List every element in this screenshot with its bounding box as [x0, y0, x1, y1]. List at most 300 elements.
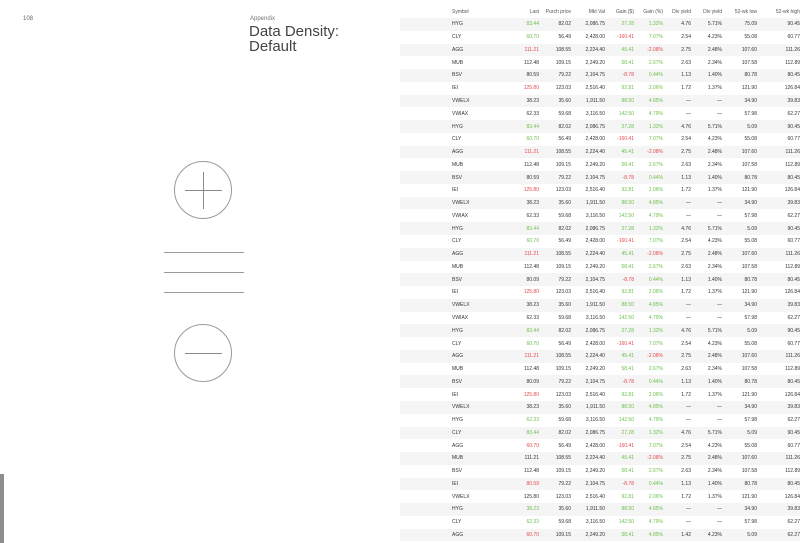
column-header[interactable]: Gain ($): [615, 8, 634, 15]
high-52wk-cell: 90.45: [787, 327, 800, 334]
symbol-cell: BSV: [452, 468, 463, 475]
minus-circle-icon[interactable]: [174, 324, 232, 382]
minus-stroke: [185, 353, 222, 354]
div-yield-cell: 2.34%: [707, 468, 722, 475]
last-cell: 62.33: [526, 519, 539, 526]
gain-dollar-cell: -160.41: [617, 442, 634, 449]
column-header[interactable]: Purch price: [545, 8, 571, 15]
table-row[interactable]: [400, 312, 800, 325]
div-cell: 2.63: [681, 59, 691, 66]
div-cell: 1.13: [681, 378, 691, 385]
div-cell: 2.54: [681, 340, 691, 347]
purchase-price-cell: 56.49: [558, 238, 571, 245]
div-cell: 4.76: [681, 21, 691, 28]
low-52wk-cell: 57.98: [744, 212, 757, 219]
column-header[interactable]: Last: [529, 8, 539, 15]
table-row[interactable]: [400, 414, 800, 427]
gain-percent-cell: 0.44%: [648, 480, 663, 487]
market-value-cell: 3,116.50: [585, 519, 605, 526]
low-52wk-cell: 80.78: [744, 378, 757, 385]
symbol-cell: MUB: [452, 263, 464, 270]
high-52wk-cell: 126.84: [784, 391, 800, 398]
symbol-cell: CLY: [452, 429, 462, 436]
gain-dollar-cell: 92.81: [621, 493, 634, 500]
table-row[interactable]: [400, 171, 800, 184]
table-row[interactable]: [400, 209, 800, 222]
high-52wk-cell: 39.83: [787, 200, 800, 207]
div-yield-cell: 2.48%: [707, 46, 722, 53]
div-cell: 1.13: [681, 72, 691, 79]
low-52wk-cell: 34.90: [744, 302, 757, 309]
symbol-cell: MUB: [452, 59, 464, 66]
table-row[interactable]: [400, 427, 800, 440]
low-52wk-cell: 107.58: [741, 468, 757, 475]
market-value-cell: 2,249.20: [585, 532, 605, 538]
div-cell: —: [686, 97, 691, 104]
gain-percent-cell: 1.32%: [648, 225, 663, 232]
symbol-cell: AGG: [452, 532, 464, 538]
plus-circle-icon[interactable]: [174, 161, 232, 219]
gain-percent-cell: 1.32%: [648, 21, 663, 28]
symbol-cell: VWIAX: [452, 212, 469, 219]
market-value-cell: 2,104.75: [585, 72, 605, 79]
table-row[interactable]: [400, 337, 800, 350]
high-52wk-cell: 39.83: [787, 506, 800, 513]
high-52wk-cell: 112.89: [785, 468, 800, 475]
table-row[interactable]: [400, 439, 800, 452]
gain-dollar-cell: 142.50: [618, 519, 634, 526]
gain-percent-cell: 2.67%: [648, 468, 663, 475]
div-cell: —: [686, 302, 691, 309]
gain-percent-cell: 2.67%: [648, 59, 663, 66]
high-52wk-cell: 126.84: [784, 493, 800, 500]
high-52wk-cell: 60.77: [787, 238, 800, 245]
market-value-cell: 2,086.75: [585, 225, 605, 232]
table-row[interactable]: [400, 375, 800, 388]
high-52wk-cell: 111.26: [785, 46, 800, 53]
purchase-price-cell: 79.22: [558, 480, 571, 487]
div-yield-cell: —: [717, 110, 722, 117]
gain-dollar-cell: 27.28: [621, 429, 634, 436]
density-level-line[interactable]: [164, 252, 244, 253]
table-row[interactable]: [400, 324, 800, 337]
table-row[interactable]: [400, 350, 800, 363]
purchase-price-cell: 109.15: [555, 468, 571, 475]
high-52wk-cell: 80.45: [787, 276, 800, 283]
density-level-line[interactable]: [164, 292, 244, 293]
purchase-price-cell: 59.68: [558, 110, 571, 117]
gain-dollar-cell: 88.50: [621, 302, 634, 309]
table-row[interactable]: [400, 133, 800, 146]
table-body: [400, 18, 800, 541]
gain-percent-cell: -2.08%: [647, 251, 663, 258]
market-value-cell: 3,116.50: [585, 417, 605, 424]
symbol-cell: AGG: [452, 442, 464, 449]
market-value-cell: 2,104.75: [585, 378, 605, 385]
div-yield-cell: 2.34%: [707, 366, 722, 373]
symbol-cell: CLY: [452, 519, 462, 526]
gain-dollar-cell: 88.50: [621, 97, 634, 104]
market-value-cell: 2,224.40: [585, 353, 605, 360]
last-cell: 60.70: [526, 34, 539, 41]
gain-dollar-cell: 27.28: [621, 327, 634, 334]
table-row[interactable]: [400, 490, 800, 503]
div-yield-cell: 4.23%: [707, 532, 722, 538]
div-cell: —: [686, 404, 691, 411]
symbol-cell: HYG: [452, 417, 463, 424]
div-yield-cell: 5.71%: [707, 429, 722, 436]
div-cell: 1.13: [681, 480, 691, 487]
div-yield-cell: 2.48%: [707, 455, 722, 462]
high-52wk-cell: 39.83: [787, 302, 800, 309]
gain-dollar-cell: 45.41: [621, 251, 634, 258]
market-value-cell: 2,516.40: [585, 85, 605, 92]
table-row[interactable]: [400, 529, 800, 542]
purchase-price-cell: 108.55: [555, 251, 571, 258]
div-yield-cell: 4.23%: [707, 34, 722, 41]
purchase-price-cell: 108.55: [555, 46, 571, 53]
div-cell: 4.76: [681, 225, 691, 232]
div-yield-cell: —: [717, 519, 722, 526]
last-cell: 125.80: [523, 289, 539, 296]
table-row[interactable]: [400, 184, 800, 197]
table-row[interactable]: [400, 31, 800, 44]
gain-dollar-cell: 45.41: [621, 353, 634, 360]
symbol-cell: AGG: [452, 46, 464, 53]
gain-dollar-cell: 142.50: [618, 212, 634, 219]
gain-percent-cell: 2.06%: [648, 187, 663, 194]
symbol-cell: IEI: [452, 480, 459, 487]
table-row[interactable]: [400, 401, 800, 414]
purchase-price-cell: 56.49: [558, 34, 571, 41]
div-yield-cell: 4.23%: [707, 136, 722, 143]
div-cell: 2.63: [681, 161, 691, 168]
low-52wk-cell: 107.60: [741, 149, 757, 156]
market-value-cell: 2,104.75: [585, 480, 605, 487]
market-value-cell: 2,516.40: [585, 391, 605, 398]
purchase-price-cell: 123.03: [555, 391, 571, 398]
div-cell: —: [686, 506, 691, 513]
market-value-cell: 2,516.40: [585, 187, 605, 194]
last-cell: 83.44: [526, 429, 539, 436]
table-row[interactable]: [400, 56, 800, 69]
low-52wk-cell: 107.60: [741, 455, 757, 462]
high-52wk-cell: 62.27: [787, 110, 800, 117]
purchase-price-cell: 59.68: [558, 314, 571, 321]
low-52wk-cell: 57.98: [744, 519, 757, 526]
div-yield-cell: 4.23%: [707, 238, 722, 245]
div-cell: 2.75: [681, 455, 691, 462]
market-value-cell: 2,086.75: [585, 429, 605, 436]
gain-dollar-cell: 27.28: [621, 225, 634, 232]
gain-dollar-cell: -8.78: [622, 276, 634, 283]
div-yield-cell: 1.37%: [707, 391, 722, 398]
scrollbar-thumb[interactable]: [0, 474, 4, 543]
high-52wk-cell: 112.89: [785, 161, 800, 168]
div-cell: 2.54: [681, 238, 691, 245]
gain-dollar-cell: 92.81: [621, 391, 634, 398]
div-yield-cell: 1.37%: [707, 85, 722, 92]
gain-percent-cell: -2.08%: [647, 149, 663, 156]
last-cell: 125.80: [523, 187, 539, 194]
high-52wk-cell: 126.84: [784, 85, 800, 92]
high-52wk-cell: 126.84: [784, 289, 800, 296]
gain-percent-cell: -2.08%: [647, 46, 663, 53]
div-cell: 4.76: [681, 327, 691, 334]
div-yield-cell: 4.23%: [707, 442, 722, 449]
market-value-cell: 2,428.00: [585, 238, 605, 245]
low-52wk-cell: 34.90: [744, 200, 757, 207]
gain-percent-cell: 4.79%: [648, 212, 663, 219]
purchase-price-cell: 79.22: [558, 378, 571, 385]
table-row[interactable]: [400, 18, 800, 31]
purchase-price-cell: 109.15: [555, 366, 571, 373]
symbol-cell: BSV: [452, 276, 463, 283]
gain-percent-cell: -2.08%: [647, 353, 663, 360]
gain-percent-cell: 0.44%: [648, 72, 663, 79]
high-52wk-cell: 80.45: [787, 72, 800, 79]
last-cell: 111.21: [524, 46, 539, 53]
table-row[interactable]: [400, 235, 800, 248]
purchase-price-cell: 56.49: [558, 136, 571, 143]
low-52wk-cell: 55.08: [744, 136, 757, 143]
gain-dollar-cell: 142.50: [618, 417, 634, 424]
symbol-cell: VWELX: [452, 97, 470, 104]
last-cell: 80.59: [526, 174, 539, 181]
table-row[interactable]: [400, 363, 800, 376]
div-yield-cell: 2.48%: [707, 251, 722, 258]
gain-dollar-cell: 92.81: [621, 85, 634, 92]
column-header[interactable]: Symbol: [452, 8, 469, 15]
gain-dollar-cell: -160.41: [617, 340, 634, 347]
purchase-price-cell: 108.55: [555, 455, 571, 462]
gain-percent-cell: 1.32%: [648, 327, 663, 334]
div-cell: 2.63: [681, 263, 691, 270]
low-52wk-cell: 121.90: [741, 493, 757, 500]
div-yield-cell: 5.71%: [707, 21, 722, 28]
column-header[interactable]: Div yield: [672, 8, 691, 15]
symbol-cell: BSV: [452, 378, 463, 385]
low-52wk-cell: 107.60: [741, 353, 757, 360]
symbol-cell: HYG: [452, 327, 463, 334]
gain-percent-cell: 7.07%: [648, 136, 663, 143]
table-row[interactable]: [400, 197, 800, 210]
market-value-cell: 2,104.75: [585, 276, 605, 283]
column-header[interactable]: Gain (%): [643, 8, 663, 15]
purchase-price-cell: 56.49: [558, 340, 571, 347]
symbol-cell: MUB: [452, 366, 464, 373]
symbol-cell: VWELX: [452, 200, 470, 207]
div-yield-cell: 5.71%: [707, 123, 722, 130]
last-cell: 60.70: [526, 532, 539, 538]
gain-dollar-cell: 92.81: [621, 289, 634, 296]
div-yield-cell: —: [717, 417, 722, 424]
div-cell: 4.76: [681, 123, 691, 130]
table-row[interactable]: [400, 44, 800, 57]
gain-dollar-cell: -160.41: [617, 34, 634, 41]
symbol-cell: CLY: [452, 340, 462, 347]
symbol-cell: HYG: [452, 21, 463, 28]
table-row[interactable]: [400, 248, 800, 261]
table-row[interactable]: [400, 95, 800, 108]
gain-percent-cell: 4.85%: [648, 302, 663, 309]
high-52wk-cell: 60.77: [787, 340, 800, 347]
table-row[interactable]: [400, 107, 800, 120]
table-row[interactable]: [400, 478, 800, 491]
high-52wk-cell: 39.83: [787, 404, 800, 411]
table-header-row: [400, 5, 800, 18]
table-row[interactable]: [400, 299, 800, 312]
gain-dollar-cell: 58.41: [621, 366, 634, 373]
last-cell: 62.33: [526, 417, 539, 424]
plus-vertical-stroke: [203, 172, 204, 209]
table-row[interactable]: [400, 69, 800, 82]
symbol-cell: AGG: [452, 251, 464, 258]
table-row[interactable]: [400, 158, 800, 171]
purchase-price-cell: 82.02: [558, 429, 571, 436]
last-cell: 38.23: [526, 302, 539, 309]
low-52wk-cell: 107.60: [741, 46, 757, 53]
div-cell: 1.72: [681, 85, 691, 92]
low-52wk-cell: 5.09: [747, 327, 757, 334]
column-header[interactable]: 52-wk low: [734, 8, 757, 15]
high-52wk-cell: 62.27: [787, 532, 800, 538]
last-cell: 38.23: [526, 506, 539, 513]
purchase-price-cell: 123.03: [555, 289, 571, 296]
div-cell: —: [686, 110, 691, 117]
symbol-cell: IEI: [452, 289, 459, 296]
low-52wk-cell: 121.90: [741, 187, 757, 194]
div-yield-cell: —: [717, 314, 722, 321]
high-52wk-cell: 39.83: [787, 97, 800, 104]
low-52wk-cell: 107.58: [741, 366, 757, 373]
low-52wk-cell: 5.09: [747, 532, 757, 538]
high-52wk-cell: 60.77: [787, 442, 800, 449]
market-value-cell: 1,911.50: [585, 302, 605, 309]
div-yield-cell: 2.34%: [707, 59, 722, 66]
market-value-cell: 2,104.75: [585, 174, 605, 181]
table-row[interactable]: [400, 273, 800, 286]
last-cell: 60.70: [526, 238, 539, 245]
gain-percent-cell: 2.06%: [648, 85, 663, 92]
div-cell: 2.54: [681, 136, 691, 143]
column-header[interactable]: 52-wk high: [775, 8, 800, 15]
gain-dollar-cell: -8.78: [622, 378, 634, 385]
high-52wk-cell: 112.89: [785, 59, 800, 66]
market-value-cell: 2,086.75: [585, 123, 605, 130]
last-cell: 62.33: [526, 110, 539, 117]
high-52wk-cell: 60.77: [787, 136, 800, 143]
section-label: Appendix: [250, 16, 276, 22]
page-number: 108: [23, 16, 34, 22]
market-value-cell: 3,116.50: [585, 110, 605, 117]
market-value-cell: 2,224.40: [585, 251, 605, 258]
symbol-cell: VWIAX: [452, 314, 469, 321]
last-cell: 80.59: [526, 72, 539, 79]
div-cell: 2.75: [681, 251, 691, 258]
gain-dollar-cell: 58.41: [621, 263, 634, 270]
low-52wk-cell: 121.90: [741, 391, 757, 398]
table-row[interactable]: [400, 82, 800, 95]
market-value-cell: 2,428.00: [585, 340, 605, 347]
symbol-cell: MUB: [452, 455, 464, 462]
table-row[interactable]: [400, 465, 800, 478]
purchase-price-cell: 109.15: [555, 263, 571, 270]
market-value-cell: 2,086.75: [585, 327, 605, 334]
last-cell: 83.44: [526, 225, 539, 232]
symbol-cell: HYG: [452, 123, 463, 130]
last-cell: 125.80: [523, 391, 539, 398]
div-yield-cell: 1.40%: [707, 480, 722, 487]
high-52wk-cell: 90.45: [787, 123, 800, 130]
gain-dollar-cell: 92.81: [621, 187, 634, 194]
symbol-cell: VWIAX: [452, 110, 469, 117]
last-cell: 112.48: [524, 468, 539, 475]
table-row[interactable]: [400, 452, 800, 465]
symbol-cell: BSV: [452, 72, 463, 79]
gain-dollar-cell: 27.28: [621, 123, 634, 130]
low-52wk-cell: 80.78: [744, 72, 757, 79]
table-row[interactable]: [400, 516, 800, 529]
market-value-cell: 2,428.00: [585, 136, 605, 143]
last-cell: 112.48: [524, 263, 539, 270]
column-header[interactable]: Mkt Val: [588, 8, 605, 15]
high-52wk-cell: 111.26: [785, 353, 800, 360]
div-yield-cell: 2.48%: [707, 353, 722, 360]
low-52wk-cell: 5.09: [747, 123, 757, 130]
gain-percent-cell: 7.07%: [648, 340, 663, 347]
last-cell: 60.70: [526, 136, 539, 143]
div-yield-cell: 1.40%: [707, 378, 722, 385]
density-level-line[interactable]: [164, 272, 244, 273]
table-row[interactable]: [400, 261, 800, 274]
purchase-price-cell: 35.60: [558, 404, 571, 411]
div-cell: —: [686, 314, 691, 321]
table-row[interactable]: [400, 120, 800, 133]
last-cell: 112.48: [524, 366, 539, 373]
market-value-cell: 3,116.50: [585, 212, 605, 219]
table-row[interactable]: [400, 286, 800, 299]
gain-percent-cell: 4.85%: [648, 200, 663, 207]
gain-percent-cell: 4.85%: [648, 97, 663, 104]
div-cell: —: [686, 200, 691, 207]
market-value-cell: 1,911.50: [585, 404, 605, 411]
high-52wk-cell: 111.26: [785, 455, 800, 462]
low-52wk-cell: 5.09: [747, 429, 757, 436]
div-yield-cell: 1.37%: [707, 187, 722, 194]
market-value-cell: 2,249.20: [585, 468, 605, 475]
gain-dollar-cell: 45.41: [621, 149, 634, 156]
last-cell: 125.80: [523, 493, 539, 500]
market-value-cell: 2,428.00: [585, 442, 605, 449]
low-52wk-cell: 55.08: [744, 442, 757, 449]
table-row[interactable]: [400, 222, 800, 235]
div-cell: 1.72: [681, 493, 691, 500]
purchase-price-cell: 82.02: [558, 225, 571, 232]
gain-percent-cell: 2.06%: [648, 289, 663, 296]
table-row[interactable]: [400, 146, 800, 159]
table-row[interactable]: [400, 503, 800, 516]
gain-percent-cell: 2.06%: [648, 391, 663, 398]
purchase-price-cell: 79.22: [558, 174, 571, 181]
gain-percent-cell: 7.07%: [648, 442, 663, 449]
table-row[interactable]: [400, 388, 800, 401]
gain-percent-cell: 7.07%: [648, 34, 663, 41]
last-cell: 83.44: [526, 123, 539, 130]
purchase-price-cell: 123.03: [555, 493, 571, 500]
gain-percent-cell: 4.79%: [648, 519, 663, 526]
column-header[interactable]: Div yield: [703, 8, 722, 15]
